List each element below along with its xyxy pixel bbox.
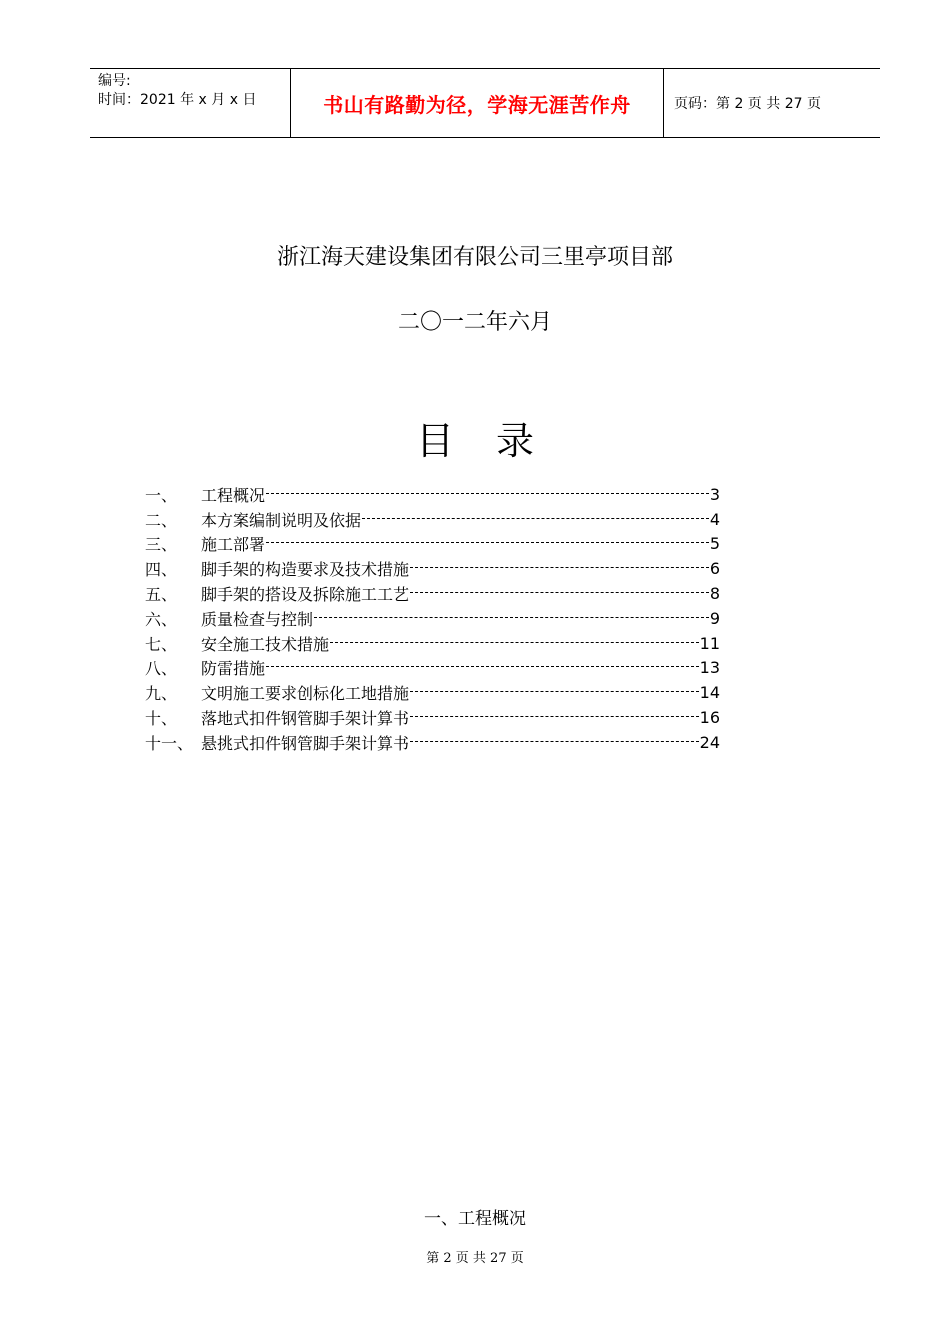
toc-item-title: 施工部署 (201, 535, 266, 555)
toc-item[interactable] (145, 581, 720, 606)
toc-item-page: 13 (699, 658, 720, 678)
time-label: 时间：2021 年 x 月 x 日 (98, 92, 257, 108)
serial-label: 编号: (98, 73, 131, 89)
toc-item-number: 六、 (145, 609, 178, 629)
toc-item-number: 九、 (145, 684, 178, 704)
page-footer: 第 2 页 共 27 页 (426, 1251, 524, 1266)
toc-item-page: 9 (709, 608, 720, 628)
section-heading: 一、工程概况 (424, 1209, 526, 1229)
toc-item-leader (330, 642, 699, 645)
toc-item[interactable] (145, 730, 720, 755)
toc-item-number: 五、 (145, 585, 178, 605)
toc-item-leader (362, 518, 709, 521)
toc-item-page: 8 (709, 584, 720, 604)
toc-item[interactable] (145, 532, 720, 557)
toc-item-leader (410, 592, 709, 595)
toc-item-leader (410, 741, 699, 744)
toc-item[interactable] (145, 680, 720, 705)
toc-item-page: 14 (699, 683, 720, 703)
toc-item[interactable] (145, 631, 720, 656)
toc-item[interactable] (145, 556, 720, 581)
toc-item-title: 文明施工要求创标化工地措施 (201, 684, 410, 704)
header-table (90, 68, 880, 138)
toc-item-number: 十一、 (145, 733, 194, 753)
toc-item-title: 防雷措施 (201, 659, 266, 679)
toc-title: 目录 (415, 419, 576, 463)
toc-item-page: 4 (709, 509, 720, 529)
header-page-cell (664, 69, 880, 137)
toc-item-page: 11 (699, 633, 720, 653)
toc-item-leader (266, 542, 709, 545)
document-date: 二〇一二年六月 (397, 310, 552, 335)
toc-item-title: 悬挑式扣件钢管脚手架计算书 (201, 733, 410, 753)
toc-item-number: 一、 (145, 485, 178, 505)
toc-item[interactable] (145, 606, 720, 631)
toc-item-number: 三、 (145, 535, 178, 555)
toc-item-title: 工程概况 (201, 485, 266, 505)
toc-item-number: 四、 (145, 560, 178, 580)
company-name: 浙江海天建设集团有限公司三里亭项目部 (276, 245, 673, 270)
toc-item-title: 质量检查与控制 (201, 609, 314, 629)
toc-item[interactable] (145, 507, 720, 532)
toc-item-title: 本方案编制说明及依据 (201, 510, 362, 530)
toc-item[interactable] (145, 705, 720, 730)
toc-item-page: 16 (699, 708, 720, 728)
toc-item-title: 落地式扣件钢管脚手架计算书 (201, 709, 410, 729)
toc-item-number: 二、 (145, 510, 178, 530)
toc-item-leader (266, 666, 699, 669)
toc-item-leader (410, 716, 699, 719)
toc-item[interactable] (145, 656, 720, 681)
toc-item-title: 脚手架的搭设及拆除施工工艺 (201, 585, 410, 605)
toc-item-title: 脚手架的构造要求及技术措施 (201, 560, 410, 580)
table-of-contents (145, 482, 720, 755)
page-info: 页码：第 2 页 共 27 页 (674, 96, 821, 112)
toc-item-leader (410, 567, 709, 570)
toc-item-number: 十、 (145, 709, 178, 729)
toc-item-leader (266, 493, 709, 496)
toc-item-number: 七、 (145, 634, 178, 654)
toc-item-title: 安全施工技术措施 (201, 634, 330, 654)
motto: 书山有路勤为径，学海无涯苦作舟 (323, 92, 631, 117)
toc-item-page: 24 (699, 732, 720, 752)
toc-item-leader (314, 617, 709, 620)
toc-item-page: 3 (709, 484, 720, 504)
header-motto-cell (291, 69, 664, 137)
toc-item-number: 八、 (145, 659, 178, 679)
toc-item-page: 5 (709, 534, 720, 554)
toc-item[interactable] (145, 482, 720, 507)
toc-item-leader (410, 691, 699, 694)
toc-item-page: 6 (709, 559, 720, 579)
header-left-cell (90, 69, 291, 137)
